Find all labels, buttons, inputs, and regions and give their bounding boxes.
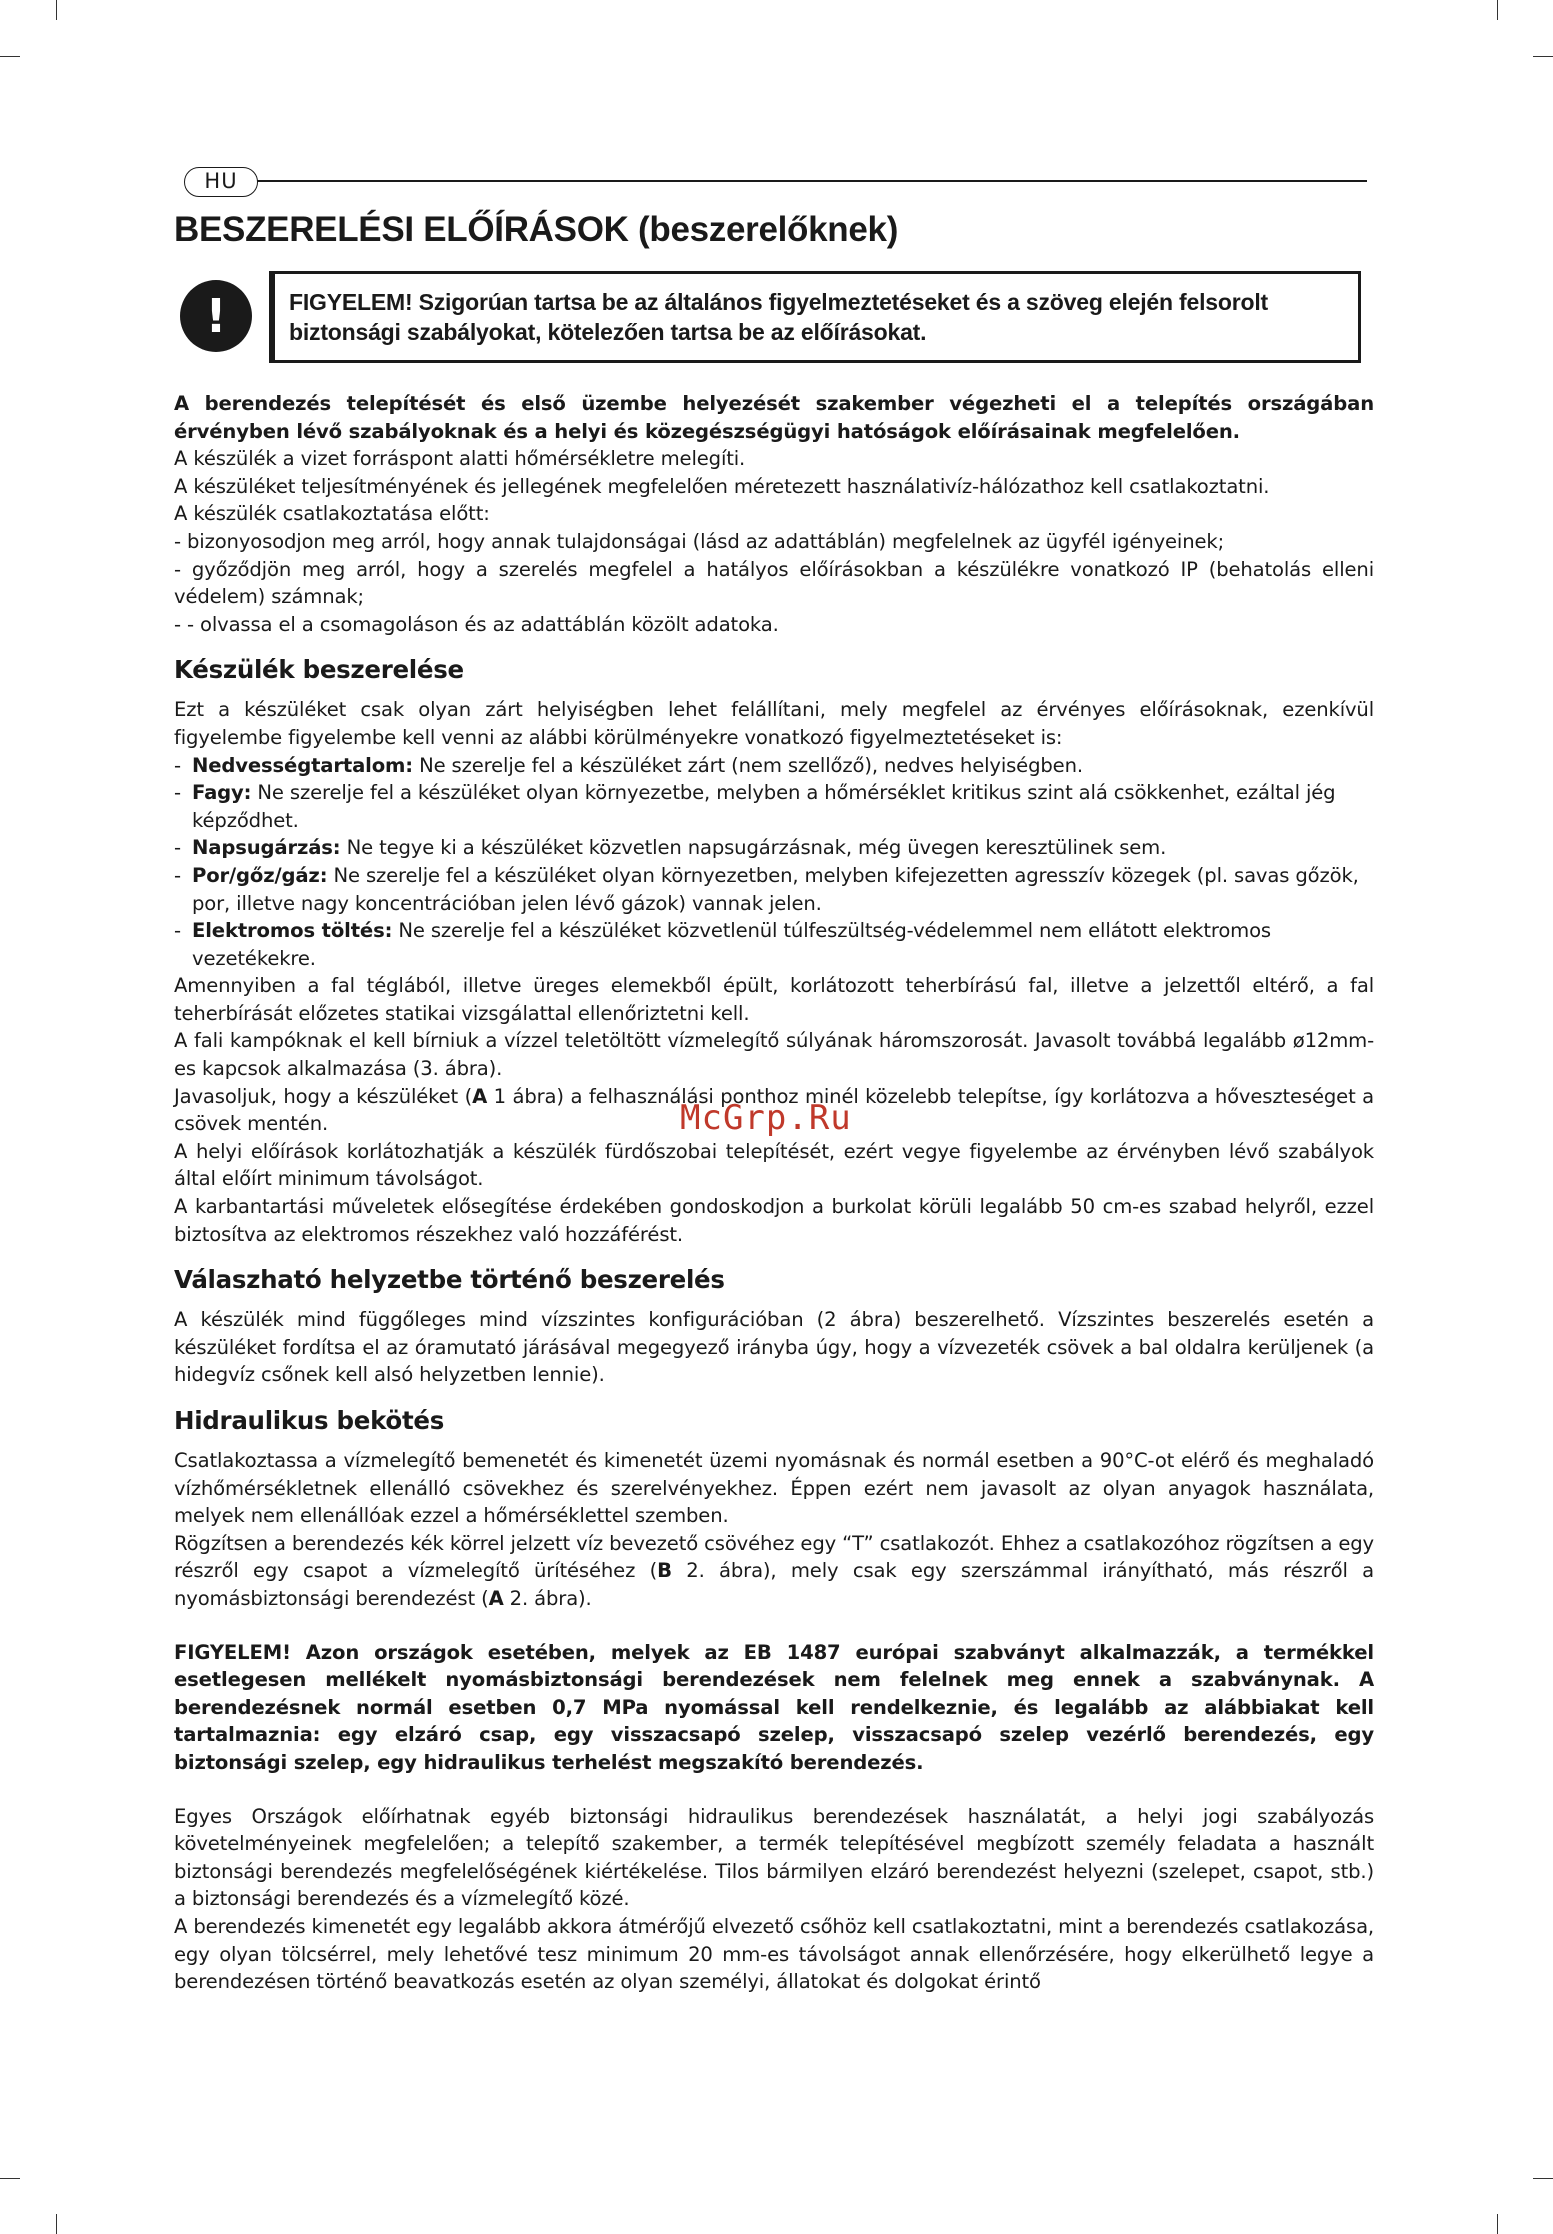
list-item: - Por/gőz/gáz: Ne szerelje fel a készüléket olyan környezetben, melyben kifejezetten agresszív közegek (pl. savas gőzök, por, illetve nagy koncentrációban jelen lévő gázok) vannak jelen. (174, 863, 1359, 915)
intro-line: - - olvassa el a csomagoláson és az adattáblán közölt adatoka. (174, 612, 779, 636)
header-rule (257, 180, 1367, 182)
section-paragraph: Amennyiben a fal téglából, illetve üreges elemekből épült, korlátozott teherbírású fal, illetve a jelzettől eltérő, a fal teherbírását előzetes statikai vizsgálattal ellenőriztetni kell. (174, 974, 1374, 1025)
section-heading-hydraulic: Hidraulikus bekötés (174, 1406, 444, 1435)
section-paragraph: A karbantartási műveletek elősegítése érdekében gondoskodjon a burkolat körüli legalább 50 cm-es szabad helyről, ezzel biztosítva az elektromos részekhez való hozzáférést. (174, 1195, 1374, 1246)
language-tag: HU (184, 167, 258, 197)
intro-lead: A berendezés telepítését és első üzembe helyezését szakember végezheti el a telepítés országában érvényben lévő szabályoknak és a helyi és közegészségügyi hatóságok előírásainak megfelelően. (174, 392, 1374, 443)
crop-mark (1533, 56, 1553, 57)
section-paragraph: Egyes Országok előírhatnak egyéb biztonsági hidraulikus berendezések használatát, a helyi jogi szabályozás követelményeinek megfelelően; a telepítő szakember, a termék telepítésével megbízott személy feladata a használt biztonsági berendezés megfelelőségének kiértékelése. Tilos bármilyen elzáró berendezést helyezni (szelepet, csapot, stb.) a biztonsági berendezés és a vízmelegítő közé. (174, 1804, 1374, 1911)
crop-mark (56, 2214, 57, 2234)
section-paragraph: A berendezés kimenetét egy legalább akkora átmérőjű elvezető csőhöz kell csatlakoztatni, mint a berendezés csatlakozása, egy olyan tölcsérrel, mely lehetővé tesz minimum 20 mm-es távolságot annak ellenőrzésére, hogy elkerülhető legye a berendezésen történő beavatkozás esetén az olyan személyi, állatokat és dolgokat érintő (174, 1914, 1374, 1994)
intro-line: A készülék csatlakoztatása előtt: (174, 502, 490, 526)
section-paragraph: A helyi előírások korlátozhatják a készülék fürdőszobai telepítését, ezért vegye figyelembe az érvényben lévő szabályok által előírt minimum távolságot. (174, 1139, 1374, 1191)
section-paragraph: A készülék mind függőleges mind vízszintes konfigurációban (2 ábra) beszerelhető. Vízszintes beszerelés esetén a készüléket fordítsa el az óramutató járásával megegyező irányba úgy, hogy a vízvezeték csövek a bal oldalra kerüljenek (a hidegvíz csőnek kell alsó helyzetben lennie). (174, 1308, 1374, 1387)
list-item: - Napsugárzás: Ne tegye ki a készüléket közvetlen napsugárzásnak, még üvegen keresztülinek sem. (174, 836, 1167, 860)
crop-mark (1497, 2214, 1498, 2234)
warning-text: FIGYELEM! Szigorúan tartsa be az általános figyelmeztetéseket és a szöveg elején felsorolt biztonsági szabályokat, kötelezően tartsa be az előírásokat. (289, 289, 1268, 345)
section-paragraph: Javasoljuk, hogy a készüléket (A 1 ábra) a felhasználási ponthoz minél közelebb telepítse, így korlátozva a hőveszteséget a csövek mentén. (174, 1084, 1374, 1136)
list-item: - Nedvességtartalom: Ne szerelje fel a készüléket zárt (nem szellőző), nedves helyiségben. (174, 753, 1083, 777)
warning-box (275, 271, 1361, 363)
watermark: McGrp.Ru (680, 1098, 852, 1138)
document-body (174, 390, 1374, 1996)
list-item: - Fagy: Ne szerelje fel a készüléket olyan környezetbe, melyben a hőmérséklet kritikus szint alá csökkenhet, ezáltal jég képződhet. (174, 781, 1336, 832)
intro-line: - bizonyosodjon meg arról, hogy annak tulajdonságai (lásd az adattáblán) megfelelnek az ügyfél igényeinek; (174, 529, 1225, 553)
intro-line: - győződjön meg arról, hogy a szerelés megfelel a hatályos előírásokban a készülékre vonatkozó IP (behatolás elleni védelem) számnak; (174, 557, 1374, 609)
section-heading-installation: Készülék beszerelése (174, 655, 464, 685)
crop-mark (1497, 0, 1498, 20)
exclamation-icon: ! (180, 280, 252, 352)
section-paragraph: A fali kampóknak el kell bírniuk a vízzel teletöltött vízmelegítő súlyának háromszorosát. Javasolt továbbá legalább ø12mm-es kapcsok alkalmazása (3. ábra). (174, 1029, 1374, 1081)
intro-line: A készüléket teljesítményének és jellegének megfelelően méretezett használativíz-hálózathoz kell csatlakoztatni. (174, 474, 1270, 498)
figure-reference: A (472, 1084, 488, 1108)
intro-line: A készülék a vizet forráspont alatti hőmérsékletre melegíti. (174, 447, 746, 471)
crop-mark (56, 0, 57, 20)
crop-mark (0, 2178, 20, 2179)
crop-mark (0, 56, 20, 57)
crop-mark (1533, 2178, 1553, 2179)
section-paragraph: Csatlakoztassa a vízmelegítő bemenetét és kimenetét üzemi nyomásnak és normál esetben a 90°C-ot elérő és meghaladó vízhőmérsékletnek ellenálló csövekhez és szerelvényekhez. Éppen ezért nem javasolt az olyan anyagok használata, melyek nem ellenállóak ezzel a hőmérséklettel szemben. (174, 1449, 1374, 1528)
list-item: - Elektromos töltés: Ne szerelje fel a készüléket közvetlenül túlfeszültség-védelemmel nem ellátott elektromos vezetékekre. (174, 919, 1271, 970)
figure-reference: B (657, 1559, 672, 1583)
section-heading-orientation: Válaszható helyzetbe történő beszerelés (174, 1265, 725, 1295)
section-paragraph: Ezt a készüléket csak olyan zárt helyiségben lehet felállítani, mely megfelel az érvényes előírásoknak, ezenkívül figyelembe figyelembe kell venni az alábbi körülményekre vonatkozó figyelmeztetéseket is: (174, 698, 1374, 749)
section-paragraph: Rögzítsen a berendezés kék körrel jelzett víz bevezető csövéhez egy “T” csatlakozót. Ehhez a csatlakozóhoz rögzítsen a egy részről egy csapot a vízmelegítő ürítéséhez (B 2. ábra), mely csak egy szerszámmal irányítható, más részről a nyomásbiztonsági berendezést (A 2. ábra). (174, 1531, 1374, 1610)
figure-reference: A (488, 1586, 504, 1610)
hydraulic-warning: FIGYELEM! Azon országok esetében, melyek az EB 1487 európai szabványt alkalmazzák, a termékkel esetlegesen mellékelt nyomásbiztonsági berendezések nem felelnek meg ennek a szabványnak. A berendezésnek normál esetben 0,7 MPa nyomással kell rendelkeznie, és legalább az alábbiakat kell tartalmaznia: egy elzáró csap, egy visszacsapó szelep, visszacsapó szelep vezérlő berendezés, egy biztonsági szelep, egy hidraulikus terhelést megszakító berendezés. (174, 1640, 1374, 1774)
page-title: BESZERELÉSI ELŐÍRÁSOK (beszerelőknek) (174, 210, 899, 249)
